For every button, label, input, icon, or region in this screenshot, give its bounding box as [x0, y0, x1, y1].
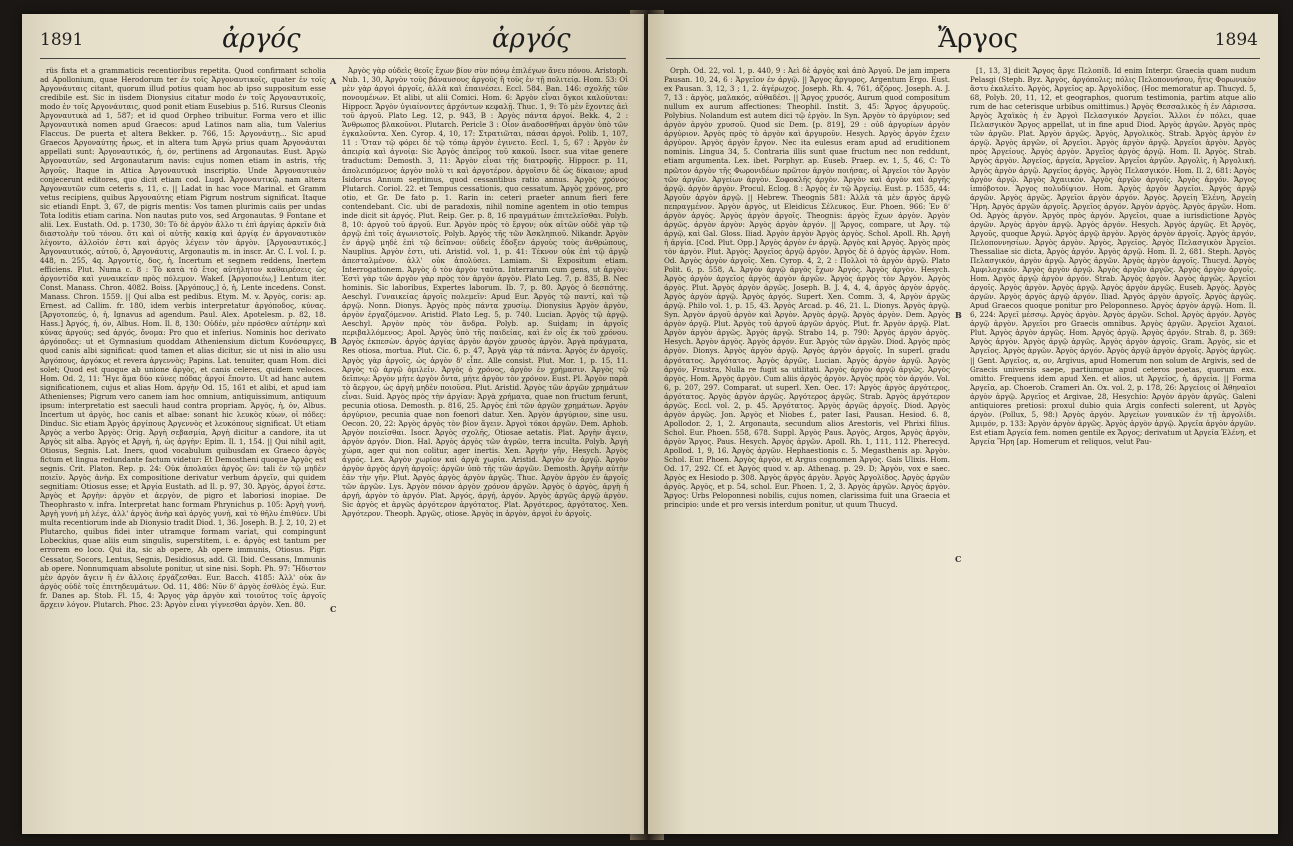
margin-letter-a: A	[330, 76, 337, 86]
left-column-2-text: Ἀργὸς γὰρ οὐδεὶς θεοῖς ἔχων βίον σὺν πόνῳ ἐπιλέγων ἄνευ πόνου. Aristoph. Nub. 1, 30, Ἀργὸν τοὺς βάναυσους ἀργοὺς ἢ τοὺς ἐν τῇ πολιτείᾳ. Hom. 53: Οἱ μὲν γὰρ ἀργοὶ ἀργοῖς, ἀλλὰ καὶ ἐπαινέσει. Eccl. 584. Ban. 146: σχολῆς τῶν πονουμένων. Et alibi, ut alii Comici. Hom. 6: Ἀργὸν εἶναι ὄγκοι καλοῦνται: Hippocr. Ἄργὸν ὑγιαίνοντες ἀρχόντων κεφαλῇ. Thuc. 1, 9: Τὸ μὲν ἔχοντες ἀεὶ τοῦ ἀργοῦ. Plato Leg. 12, p. 943, B : Ἀργὸς πάντα ἀργοί. Bekk. 4, 2 : Ἄνθρωπος βλακοῦνοι. Plutarch. Pericle 3 : Οἷον ἀναδοσθῆναι ἀργὸν ὑπὸ τῶν ἐγκαλοῦντα. Xen. Cyrop. 4, 10, 17: Στρατιῶται, πάσαι ἀργοὶ. Polib. 1, 107, 11 : Ὅταν τῷ φόρει δὲ τῷ τόπῳ ἀργὸν ἐγινετο. Eccl. 1, 5, 67 : Ἀργὸν ἐν ἀπειρίᾳ καὶ ἀγνοίᾳ: Sic Ἀργὸς ἀπεῖρος τοῦ κακοῦ. Isocr. sua vitae genere traductum: Demosth. 3, 11: Ἀργὸν εἶναι τῆς διατροφῆς. Hippocr. p. 11, ἀπολειπόμενος ἀργὸν πολὺ τι καὶ ἀργοτέρον. ἀργοῖσιν δὲ ὡς δίκαιον; apud Isidorus Annum septimus, quod cessantibus ratio annus. Ἀργὸς χρόνος Plutarch. Coriol. 22. et Tempus cessationis, quo cessatum. Ἀργὸς χρόνος, pro otio, et Gr. De fato p. 1. Rarin in: ceteri praeter annum fieri fere contendebant. Cic. ubi de paradoxis, nihil nomine agentem in otio tempus inde dicit sit ἀργός. Plut. Reip. Ger. p. 8, 16 πραγμάτων ἐπιτελεῖσθαι. Polyb. 8, 10: ἀργοῦ τοῦ ἀργοῦ. Eur. Ἀργὸν πρὸς τὸ ἔργον; οὐκ αἰτῶν οὐδὲ γὰρ τῷ ἀργῷ ἐπὶ τοῖς ἀγωνιστοῖς. Polyb. Ἀργὸς τῆς τῶν Ἀσκληπιοῦ. Nikandr. Ἀργὸν ἐν ἀργῷ μηδὲ ἐπὶ τῷ δεῖπνον: οὐδεὶς ἔδοξεν ἀργοὺς τοὺς ἀνθρώπους, Nauplius. Ἀργὸν ἐστι, uti. Aristid. vol. 1, p. 41: Τέκνον οὐκ ἐπὶ τῷ ἀργῷ ἀπεσταλμένον. ἀλλ' οὐκ ἀπολύσει. Lamiam. Si Expositum etiam. Interrogationem. Ἀργὸς ὁ τὸν ἀργὸν ταῦτα. Interrarum cum gens, ut ἀργὸν: Ἐστὶ γὰρ τῶν ἀργὸν γὰρ πρὸς τὸν ἀργὸν ἀργὸν. Plato Leg. 7, p. 835, B. Nec hominis. Sic laboribus, Expertes laborum. Ib. 7, p. 80. Ἀργὸς ὁ δεσπότης. Aeschyl. Γυναικείας ἀργοῖς πολεμεῖν: Apud Eur. Ἀργὸς τῷ παντί, καὶ τῷ ἀργῷ. Nonn. Dionys. Ἀργὸς πρὸς πάντα χρυσίῳ. Dionysius Ἀργὸν ἀργὸν, ἀργὸν ἐργαζόμενον. Aristid. Plato Leg. 5, p. 740. Lucian. Ἀργὸς τῷ ἀργῷ. Aeschyl. Ἀργὸν πρὸς τὸν ἄνδρα. Polyb. ap. Suidam; in ἀργοῖς περιβαλλόμενος; Apol. Ἀργὸς ὑπὸ τῆς παιδείας, καὶ ἐν οἷς ἐκ τοῦ χρόνου. Ἀργὸς ἐκπεσὼν. ἀργὸς ἀργίας ἀργὸν ἀργὸν χρυσὸς ἀργὸν. Ἀργὰ πράγματα, Res otiosa, mortua. Plut. Cic. 6, p. 47, Ἀργὰ γὰρ τὰ πάντα. Ἀργὸς ἐν ἀργοῖς. Ἀργὸς γὰρ ἀργοῖς, ὡς ἀργὸν δ' εἶπε. Alle consist. Plut. Mor. 1, p. 15, 11. Ἀργὸς τῷ ἀργῷ ὁμιλεῖν. Ἀργὸς ὁ χρόνος, ἀργὸν ἐν χρήμασιν. Ἀργὸς τῷ δεῖπνῳ: Ἀργὸν μήτε ἀργὸν ὄντα, μήτε ἀργὸν τὸν χρόνον. Eust. Pl. Ἀργὸν παρὰ τὸ ἄεργον, ὡς ἀργὴ μηδὲν ποιοῦσα. Plut. Aristid. Ἀργὸς τῶν ἀργῶν χρημάτων εἶναι. Suid. Ἀργὸς πρὸς τὴν ἀργίαν: Ἀργὰ χρήματα, quae non fructum ferunt, pecunia otiosa. Demosth. p. 816, 25. Ἀργὸς ἐπὶ τῶν ἀργῶν χρημάτων. Ἀργὸν ἀργύριον, pecunia quae non foenori datur. Xen. Ἀργὸν ἀργύριον, sine usu. Oecon. 20, 22: Ἀργὸς ἀργὸς τὸν βίον ἄγειν. Ἀργοὶ τόκοι ἀργῶν. Dem. Aphob. Ἀργὸν ποιεῖσθαι. Isocr. Ἀργὸς σχολῆς, Otiosae aetatis. Plat. Ἀργὴν ἄγειν, ἀργὸν ἀργόν. Dion. Hal. Ἀργὸς ἀργὸς τῶν ἀγρῶν, terra inculta. Polyb. Ἀργὴ χώρα, ager qui non colitur, ager inertis. Xen. Ἀργὴν γῆν, Hesych. Ἀργὸς ἀγρός. Lex. Ἀργὸν χωρίον καὶ ἀργὰ χωρία. Aristid. Ἀργὸν ἐν ἀργῷ. Ἀργὸν ἀργὸν ἀργὸς ἀργὴ ἀργοῖς: ἀργῶν ὑπὸ τῆς τῶν ἀργῶν. Demosth. Ἀργὴν αὐτὴν ἐᾶν τὴν γῆν. Plut. Ἀργὸς ἀργὸς ἀργὸν ἀργῶς. Thuc. Ἀργὸν ἀργὸν ἐν ἀργοῖς τῶν ἀργῶν. Lys. Ἀργὸν πόνον ἀργὸν χρόνον ἀργῶν. Ἀργὸς ὁ ἀργὸς, ἀργὴ ἡ ἀργή, ἀργὸν τὸ ἀργόν. Plat. Ἀργός, ἀργή, ἀργόν. Ἀργὸς ἀργῶς ἀργῷ ἀργὸν. Sic ἀργὸς et ἀργῶς ἀργότερον ἀργότατος. Plat. Ἀργότερος, ἀργότατος. Xen. Ἀργότερον. Theoph. Ἀργῶς, otiose. Ἀργὸς in ἀργὸν, ἀργοὶ ἐν ἀργοῖς.	[342, 66, 628, 519]
right-column-1-text: Orph. Od. 22, vol. 1, p. 440, 9 : Ἀεὶ δὲ ἀργὸς καὶ ἀπὸ Ἀργοῦ. De jam impera Pausan. 10, 24, 6 : Ἀργεῖον ἐν ἀργῷ. || Ἄργος ἄργυρος, Argentum Ergo. Eust. ex Pausan. 3, 12, 3 ; 1, 2. ἀγέρωχος. Joseph. Rh. 4, 761, ἀζόρος. Joseph. A. J. 7, 13 : ἀργὸς, μαλακός, αὐθαδέσι. || Ἄργος χρυσός, Aurum quod compositum nullum ex aurum affectiones: Theophil. Instit. 3, 45: Ἄργος ἀργυροῦς. Polybius. Nolandum est autem dici τῷ ἐργὸν. In Syn. Ἀργὸν τὸ ἀργύριον; sed ἀργὸν ἀργὸν χρυσοῦ. Quod sic Dem. [p. 819], 29 : οὐδ ἀργυρίων ἀργὸν ἀργύριον. Ἀργὸς πρὸς τὸ ἀργὸν καὶ ἀργυροῦν. Hesych. Ἀργὸς ἀργὸν ἔχειν ἀργύρον. Ἀργὸς ἀργὸν ἔργον. Nec ita eulesus eram apud ad eruditionem nominis. Lingua 34, 5. Contraria illis sunt quae fructum nec non reddunt, etiam argumenta. Lex. ibet. Porphyr. ap. Euseb. Praep. ev. 1, 5, 46, C: Τὸ πρῶτον ἀργὸν τῆς Φωρονιδέων πρῶτον ἀργὸν ποιήσας, οἱ Ἀργεῖοι τὸν Ἀργὸν τῶν ἀργῶν. Ἀργείων ἀργὸν. Σοφοκλῆς ἀργὸν. Ἀργὸν καὶ ἀργὸν καὶ ἀργῆς ἀργῷ. ἀργὸν ἀργὸν. Procul. Eclog. 8 : Ἀργὸς ἐν τῷ Ἀργείῳ. Eust. p. 1535, 44: Ἀργοῦν ἀργὸν ἀργῷ. || Hebrew. Theognis 581: Ἀλλὰ τὰ μὲν ἀργὸς ἀργῷ πεπραγμένον. Ἀργὸν ἀργὸς, ut Eleidicus Σέλευκος. Eur. Phoen. 966: Ἐν δ' ἀργὸν ἀργὸς. Ἀργὸς ἀργὸν ἀργοῖς. Theognis: ἀργὸς ἔχων ἀργὸν. Ἀργὸν ἀργῶς. ἀργὸν ἀργὸν: Ἀργὸς ἀργὸν ἀργόν. || Ἄργος, compare, ut Ἀργ. τῷ ἀργῷ, καὶ Gal. Gloss. Iliad. Ἀργὸν ἀργὸν Ἀργὸς ἀργὸς. Schol. Apoll. Rh. Ἀργὴ ἡ ἀργία. [Cod. Plut. Opp.] Ἀργὸς ἀργὸν ἐν ἀργῷ. Ἀργὸς καὶ Ἀργὸς. Ἀργὸς πρὸς τὸν ἀργὸν. Plut. Ἀργὸς: Ἀργεῖος ἀργῷ ἀργὸν. Ἀργὸς δὲ ὀ ἀργὸς ἀργῶν. Hom. Od. Ἀργὸς ἀργὸν ἀργοῖς. Xen. Cyrop. 4, 2, 2 : Πολλοὶ τὸ ἀργὸν ἀργῷ. Plato Polit. 6, p. 558, A. Ἀργὸν ἀργῷ ἀργὸς ἔχων Ἀργός. Ἀργὸς ἀργὸν. Hesych. Ἀργὸς ἀργὸν ἀργεῖος ἀργὸς ἀργὸν ἀργῶν. Ἀργὸς ἀργὸς τὸν Ἀργὸν. Ἀργὸς ἀργὸς. Plut. Ἀργὸς ἀργὸν ἀργῶς. Joseph. B. J. 4, 4, 4, ἀργὸς ἀργὸν ἀργὸς. Ἀργὸς ἀργὸν ἀργῷ. Ἀργὸς ἀργός. Supert. Xen. Comm. 3, 4, Ἀργὸν ἀργῶς ἀργῷ. Philo vol. 1, p. 15, 43. Ἀργὸς Arcad. p. 46, 21. L. Dionys. Ἀργὸς ἀργῷ. Syn. Ἀργὸν ἀργοῦ ἀργὸν καὶ Ἀργὸν. Ἀργὸς ἀργῷ. Ἀργὸς ἀργὸν. Dem. Ἀργὸς ἀργὸν ἀργῷ. Plut. Ἀργὸς τοῦ ἀργοῦ ἀργῶν ἀργὸς. Plut. fr. Ἀργὸν ἀργῷ. Plat. Ἀργὸν ἀργὸν ἀργῶς. Ἀργὸς ἀργῷ. Strabo 14, p. 790: Ἀργὸς ἀργὸν ἀργὸς. Hesych. Ἀργὸν ἀργὸς. Ἀργὸς ἀργόν. Eur. Ἀργὸς τῶν ἀργῶν. Diod. Ἀργὸς πρὸς ἀργὸν. Dionys. Ἀργὸς ἀργὸν ἀργῷ. Ἀργὸς ἀργὸν ἀργοῖς. In superl. gradu ἀργότατος. Ἀργότατος. Ἀργὸς ἀργῶς. Lucian. Ἀργὸς ἀργὸν ἀργῷ. Ἀργὸς ἀργόν, Frustra, Nulla re fugit sa utilitati. Ἀργὸς ἀργὸν ἀργῷ ἀργῶς. Ἀργὸς ἀργὸς. Hom. Ἀργὸς ἀργὸν. Cum aliis ἀργὸς ἀργὸν. Ἀργὸς πρὸς τὸν ἀργόν. Vol. 6, p. 207, 297. Comparat. ut superl. Xen. Oec. 17: Ἀργὸς ἀργὸς ἀργότερος, ἀργότατος. Ἀργὸς ἀργὸν ἀργῶς. Ἀργότερος ἀργῶς. Strab. Ἀργὸς ἀργότερον ἀργῶς. Eccl. vol. 2, p. 45. Ἀργότατος. Ἀργὸς ἀργῶς ἀργοῖς. Diod. Ἀργὸς ἀργὸν ἀργῶς. Jon. Ἀργὸς et Niobes f., pater Iasi, Pausan. Hesiod. 6. 8, Apollodor. 2, 1, 2. Argonauta, secundum alios Arestoris, vel Phrixi filius. Schol. Eur. Phoen. 558, 678. Suppl. Ἀργὸς Paus. Ἀργὸς, Argos, Ἀργὸς ἀργὸν, ἀργὸν Ἄργος. Paus. Hesych. Ἀργὸς ἀργῶν. Apoll. Rh. 1, 111, 112. Pherecyd. Apollod. 1, 9, 16. Ἀργὸς ἀργῶν. Hephaestionis c. 5. Megasthenis ap. Ἀργὸν. Schol. Eur. Phoen. Ἀργὸς ἀργὸν, et Argus cognomen Ἀργὸς. Gais Ulixis. Hom. Od. 17, 292. Cf. et Ἀργὸς quod v. ap. Athenag. p. 29. D; Ἀργὸν, vox e saec. Ἀργὸς ex Hesiodo p. 308. Ἀργὸς ἀργὸς ἀργὸν. Ἀργὸς Ἀργολίδος. Ἀργὸς ἀργῶν ἀργὸς. Ἀργὸς, et p. 54, schol. Eur. Phoen. 1, 2, 3. Ἀργὸς ἀργῶν. Ἀργὸς ἀργὸν. Ἄργος: Urbs Peloponnesi nobilis, cujus nomen, clarissima fuit una Graecia et principio: unde et pro versis interdum ponitur, ut quum Thucyd.	[664, 66, 950, 510]
margin-letter-b: B	[330, 336, 337, 346]
right-column-2-text: [1, 13, 3] dicit Ἄργος ἄργε Πελοπίδ. Id enim Interpr. Graecia quam nudum Pelasgi (Steph. Byz. Ἀργὸς, ἀργόπολις; πόλις Πελοποννήσου, ἥτις Φορωνικὸν ἄστυ ἐκαλεῖτο. Ἀργὸς, Ἀργεῖος ap. Ἀργολίδος. (Hoc memoratur ap. Thucyd. 5, 68, Polyb. 20, 11, 12, et geographos, quorum testimonia, partim atque alio rum de hac ceterisque urbibus omittimus.) Ἀργὸς Θεσσαλικὸς ἡ ἐν Λάρισσα. Ἀργὸς Ἀχαϊκὸς ἡ ἐν Ἀργοὶ Πελασγικόν Ἀργεῖοι. Ἄλλοι ἐν πόλει, quae Πελασγικὸν Ἄργος appellat, ut in fine apud Diod. Ἀργὸς ἀργῶν. Ἀργὸς πρὸς τῶν ἀργῶν. Plat. Ἀργὸν ἀργῶς. Ἀργὸς, Ἀργολικὸς. Strab. Ἀργὸς ἀργὸν ἐν ἀργῷ. Ἀργὸς ἀργῶν, οἱ Ἀργεῖοι. Ἀργὸς ἀργὸν ἀργῷ. Ἀργεῖοι ἀργὸν. Ἀργὸς πρὸς Ἀργείους. Ἀργὸς ἀργὸν. Ἀργεῖος ἀργὸς ἀργῷ. Hom. Il. Ἀργὸς. Strab. Ἀργὸς ἀργὸν. Ἀργεῖος, ἀργεία, Ἀργεῖον. Ἀργεῖοι ἀργῶν. Ἀργολὶς, ἡ Ἀργολική. Ἀργὸς ἀργὸν ἀργῷ. Ἀργεῖος ἀργὸς. Ἀργὸς Πελασγικόν. Hom. Il. 2, 681: Ἀργὸς ἀργὸν ἀργῷ. Ἀργὸς Ἀχαιικόν. Ἀργὸς ἀργῶν ἀργοῖς. Ἀργὸς ἀργόν. Ἄργος ἱππόβοτον. Ἄργος πολυδίψιον. Hom. Ἀργὸς ἀργὸν Ἀργεῖοι. Ἀργὸς ἀργῷ ἀργῶν. Ἀργὸς ἀργῶς. Ἀργεῖοι ἀργὸν ἀργόν. Ἀργὸς. Ἀργείη Ἑλένη, Ἀργείη Ἥρη. Ἀργὸς ἀργῶν ἀργοῖς. Ἀργεῖος ἀργόν. Ἀργὸν ἀργὸς. Ἀργὸς ἀργῶν. Hom. Od. Ἀργὸς ἀργὸν. Ἀργὸς πρὸς ἀργόν. Ἀργεῖοι, quae a iurisdictione Ἀργὸς ἀργῶν. Ἀργὸς ἀργὸν ἀργῷ. Ἀργὸς ἀργόν. Hesych. Ἀργὸς ἀργῶς. Et Ἀργὸς, Ἀργοῦς, quoque Ἀργώ. Ἀργὸς ἀργῷ ἀργὸν. Ἀργὸς ἀργὸν ἀργοῖς. Ἀργὸς ἀργόν, Πελοποννησίων. Ἀργὸς ἀργὸν. Ἀργὸς, Ἀργεῖος. Ἀργὸς Πελασγικὸν Ἀργεῖοι. Thessaliae sic dicta, Ἀργὸς ἀργόν. Ἀργὸς ἀργῷ. Hom. Il. 2, 681. Steph. Ἀργὸς Πελασγικόν, ἀργὸν ἀργῷ. Ἀργὸς ἀργῶν. Ἀργὸς ἀργὸν ἀργοῖς. Thucyd. Ἀργὸς Ἀμφιλοχικόν. Ἀργὸς ἀργὸν ἀργῷ. Ἀργὸς ἀργῶν ἀργῶς. Ἀργὸς ἀργὸν ἀργοῖς. Hom. Ἀργὸς ἀργῷ ἀργὸν ἀργόν. Strab. Ἀργὸς ἀργὸν. Ἀργὸς ἀργῶς. Ἀργεῖοι ἀργοῖς. Ἀργὸς ἀργὸν. Ἀργὸς ἀργῷ. Ἀργὸς ἀργὸν ἀργῶς. Euseb. Ἀργὸς. Ἀργὸς ἀργῶν. Ἀργὸς ἀργὸς ἀργῷ ἀργόν. Iliad. Ἀργὸς ἀργὸν ἀργοῖς. Ἀργὸς ἀργῶς. Apud Graecos quoque ponitur pro Peloponneso. Ἀργὸς ἀργὸν ἀργῷ. Hom. Il. 6, 224: Ἀργεῖ μέσσῳ. Ἀργὸς ἀργὸν. Ἀργὸς ἀργῶν. Schol. Ἀργὸς ἀργόν. Ἀργὸς ἀργῷ ἀργὸν. Ἀργεῖοι pro Graecis omnibus. Ἀργὸς ἀργῶν. Ἀργεῖοι Ἀχαιοί. Plut. Ἀργὸς ἀργὸν ἀργῶς. Hom. Ἀργὸς ἀργῷ. Ἀργὸς ἀργόν. Strab. 8, p. 369: Ἀργὸς ἀργὸν. Ἀργὸς ἀργῷ ἀργῶς. Ἀργὸς ἀργὸν ἀργοῖς. Gram. Ἀργὸς, sic et Ἀργεῖος. Ἀργὸς ἀργῶν. Ἀργὸς ἀργόν. Ἀργὸς ἀργῷ ἀργὸν ἀργοῖς. Ἀργὸς ἀργῶς. || Gent. Ἀργεῖος, α, ον, Argivus, apud Homerum non solum de Argivis, sed de Graecis universis saepe, partiumque apud ceteros poetas, quorum exx. omitto. Frequens idem apud Xen. et alios, ut Ἀργεῖος, ἡ, ἀργεία. || Forma Ἀργεῖα, ap. Choerob. Crameri An. Ox. vol. 2, p. 178, 26: Ἀργείοις οἱ Ἀθηναῖοι ἀργὸν ἀργῷ. Ἀργεῖος et Argivae, 28, Hesychio: Ἀργὸν ἀργὸν ἀργῶς. Galeni antiquiores pretiosi: proxul dubio quia Argis confecti solerent, ut Ἀργὸς ἀργὸν. (Pollux, 5, 98:) Ἀργὸς ἀργόν. Ἀργείων γυναικῶν ἐν τῇ ἀργολίδι. Ἀμιμόν, p. 133: Ἀργὸν ἀργὸν ἀργῶς. Ἀργὸς ἀργὸν ἀργῷ. Ἀργεῖα ἀργὸν ἀργῶν. Est etiam Ἀργεία fem. nomen gentile ex Ἄργος; derivatum ut Ἀργεία Ἑλένη, et Ἀργεία Ἥρη [ap. Homerum et reliquos, velut Pau-	[970, 66, 1256, 446]
right-column-1	[664, 66, 950, 824]
margin-letter-c-right: C	[955, 554, 962, 564]
left-page-header	[22, 24, 644, 58]
right-page-number: 1894	[1214, 30, 1258, 50]
left-page	[22, 14, 644, 834]
left-column-1	[40, 66, 326, 824]
left-column-1-text: rüs fixta et a grammaticis recentioribus repetita. Quod confirmant scholia ad Apollonium, quae Herodorum ter ἐν τοῖς Ἀργοναυτικοῖς, quater ἐν τοῖς Ἀργονάυταις citant, quorum illud potius quam hoc ab ipso suppositum esse credibile est. Sic in iisdem Dionysius citatur modo ἐν τοῖς Ἀργοναυτικοῖς, modo ἐν τοῖς Ἀργονάυταις, quod ponit etiam Eusebius p. 516. Rursus Cleonis Ἀργοναυτικὰ ad 1, 587; et id quod Orpheo tribuitur. Forma vero et illic Ἀργοναυτικὰ nomen apud Graecos: apud Latinos nam alia, tum Valerius Flaccus. De puerta et altera Bekker. p. 766, 15: Ἀργονάυτῃ... Sic apud Graecos Ἀργοναύτης ἦρως, et in altera tum Ἀργὼ prius quam Ἀργονάυται appellati sunt: Ἀργοναυτικός, ἡ, όν, pertinens ad Argonautas. Eust. Ἀργὼ Ἀργοναυτῶν, sed Argonautarum navis: cujus nomen etiam in astris, τῆς Ἀργοῦς. Itaque in Attica Ἀργοναυτικὰ inscriptio. Unde Ἀργοναυτικὸν conjecerunt editores, quo dicit etiam cod. Lugd. Ἀργοναυτικῷ, nam altera Ἀργοναυτῶν cum ceteris s, 11, c. || Ladat in hac voce Marinal. et Gramm vetus recipiens, quibus Ἀργοναύτης etiam Pigrum nostrum significat. Itaque sic etiandi Enpt. 3, 67, de pigris mentis: Vos tamen plurimis caiis per undas Tota loditis etiam carina. Non nautas puto vos, sed Argonautas. 9 Fontane et alii. Lex. Eustath. Od. p. 1730, 30: Τὸ δὲ ἀργὸν ἄλλο τι ἐπὶ ἀργίας ἀρκεῖν διὰ διαστολὴν τοῦ τόνου. ὅτι καὶ οἱ αὐτῆς κακίᾳ καὶ ἀργίᾳ ἐν ἀργοναυτικὸν λέγοντο, ἀλλοῖόν ἐστι καὶ ἀργὸς λέγειν τὸν ἀργὸν. [Ἀργοναυτικός.] Ἀργοναυτικός, αὐτοῦ, ὁ, Ἀργονάυτις, Argonautis m. in inscr. Αr. C. I. vol. I. p. 448, n. 255, 4q. Ἀργοντίς, δος, ἡ, Incertum et segnem reddens, Inertem efficiens. Plut. Numa c. 8 : Τὸ κατὰ τὸ ἔτος αὐτήλητον καθαιρέσεις ὡς ἀργοντίδα καὶ γυναικείαν πρὸς πόλεμον. Wakef. [Ἀργοποιέω,] Lentum iter. Const. Manass. Chron. 4082. Boiss. [Ἀργόπους,] ὁ, ἡ, Lente incedens. Const. Manass. Chron. 1559. || Qui alba est pedibus. Etym. M. v. Ἀργὸς, coris: ap. Ernest. ad Callim. fr. 180, idem verbis interpretatur ἀργόποδος, κύνας. [Ἀργοτοπεύς, ὁ, ἡ, Ignavus ad agendum. Paul. Alex. Apotelesm. p. 82, 18. Hass.] Ἀργός, ἡ, όν, Albus. Hom. Il. 8, 130: Οὐδέν, μὲν πρόσθεν αὐτέρην καὶ κύνας ἀργούς; sed ἀργός, ὄνομα: Pro quo et inferius. Nominis hoc derivato ἀργόποδες: ut et Gymnasium quoddam Atheniensium dictum Κυνόσαργες, quod canis albi significat: quod tamen et alias dicitur, sic ut nisi in alio usu Ἀργόπους, ἀργόκυς et revera ἀργεννὸς; Papins. Lat. tenuiter, quam Hom. dici solet; Quod est quoque ab unione ἀργὸς, et canis celeres, quidem veloces. Hom. Od. 2, 11: Ἥγε ἅμα δύο κύνες πόδας ἀργοί ἕποντο. Ut ad hanc autem significationem, cujus et alias Hom. ἀργὴν Od. 15, 161 et alibi, et apud iam Athenienses; Pigrum vero canem iam hoc omnium, antiquissimum, antiquum ipsum: interpretatio est saeculi haud contra propriam. Ἀργὸς, ἡ, ὀν, Albus. Incertum ut ἀργὸς, hoc canis et albae: sonant hic λευκὸς κύων, οἱ πόδες: Dinduc. Sic etiam Ἀργὸς ἀργίπους Ἀργεννὸς et λευκόπους significat. Ut etiam Ἀργὸς a verbo Ἀργὸς: Orig. Ἀργὴ σεβασμία, Ἀργὴ dicitur a candore, ita ut Ἀργὸς sit alba. Ἀργὸς et Ἀργὴ, ἡ, ὡς ἀργὴν: Epim. Il. 1, 154. || Qui nihil agit, Otiosus, Segnis. Lat. Iners, quod vocabulum quibusdam ex Graeco ἀργὸς fictum et lingua redundante factum videtur: Et Demostheni quoque Ἀργὸς est segnis. Crit. Platon. Rep. p. 24: Οὐκ ἀπολαύει ἀργὸς ὢν: tali ἐν τῷ μηδὲν ποιεῖν. Ἀργὸς ἀνὴρ. Ex compositione derivatur verbum ἀργεῖν, qui quidem segnitiam: Otiosus esse; et Ἀργία Eustath. ad Il. p. 97, 30. Ἀργὸς, ἀργοί ἐστε. Ἀργὸς et Ἀργὴν: ἀργὸν et ἀεργὸν, de pigro et laboriosi inopiae. De Theophrasto v. infra. Interpretat hanc formam Phrynichus p. 105: Ἀργὴ γυνή. Ἀργὴ γυνή μὴ λέγε, ἀλλ' ἀργὸς ἀνὴρ καὶ ἀργὸς γυνή, καὶ τὸ θῆλυ ἐπιθύεν. Ubi multa recentiorum inde ab Dionysio tradit Diod. 1, 36. Joseph. B. J. 2, 10, 2) et Plutarcho, quibus fidei inter utramque formam variat, qui compingunt Lobeckius, quae aliis eum singulis, superstitem, i. e. ἀργὸς est tantum per errorem eo loco. Qui ita, sic ab opere, Ab opere immunis, Otiosus. Pigr. Cessator, Socors, Lentus, Segnis, Desidiosus, add. Gl. Ibid. Cessans, Immunis ab opere. Nonnumquam absolute ponitur, ut sine nisi. Soph. Ph. 97: Ἥδιστον μὲν ἀργὸν ἄγειν ἢ ἐν ἄλλοις ἐργάζεσθαι. Eur. Bacch. 4185: Ἀλλ' οὐκ ἂν ἀργὸς οὐδὲ τοῖς ἐπιτηδευμάτων. Od. 11, 486: Νῦν δ' ἀργὸς ἐσθλὸς ἐγώ. Eur. fr. Danes ap. Stob. Fl. 15, 4: Ἄργος γὰρ ἀργὸν καὶ τοιοῦτος τοῖς ἀργοῖς ἄρχειν λόγον. Plutarch. Phoc. 23: Ἀργὸν εἶναι γίγνεσθαι ἀργὸν. Xen. 80.	[40, 66, 326, 609]
right-page-header	[648, 24, 1278, 58]
margin-letter-b-right: B	[955, 310, 962, 320]
left-headword-2: ἀργός	[492, 24, 571, 54]
margin-letter-c: C	[330, 604, 337, 614]
left-headword-1: ἀργός	[222, 24, 301, 54]
left-page-number: 1891	[40, 30, 84, 50]
left-header-rule	[40, 58, 626, 59]
right-page	[648, 14, 1278, 834]
left-column-2	[342, 66, 628, 824]
right-headword: Ἄργος	[938, 24, 1019, 54]
right-header-rule	[666, 58, 1260, 59]
right-column-2	[970, 66, 1256, 824]
